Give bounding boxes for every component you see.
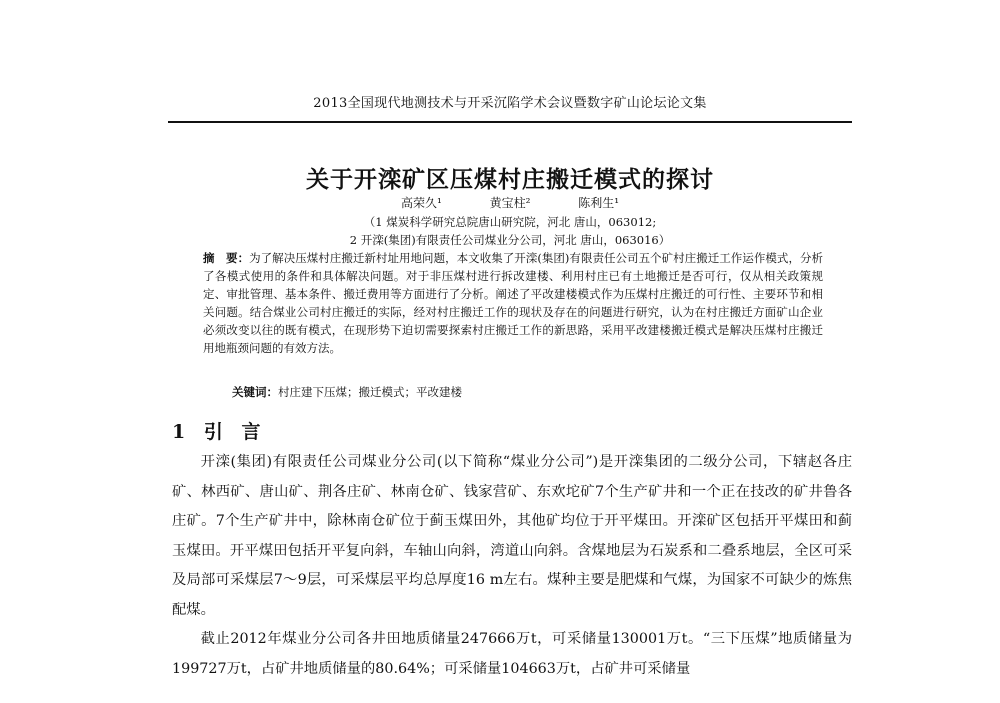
- author-list: [168, 194, 852, 211]
- keywords: [232, 384, 462, 400]
- section-heading: 1 引 言: [172, 421, 267, 443]
- header-rule: [168, 121, 852, 123]
- body-paragraph: 开滦(集团)有限责任公司煤业分公司(以下简称“煤业分公司”)是开滦集团的二级分公司，下辖赵各庄矿、林西矿、唐山矿、荆各庄矿、林南仓矿、钱家营矿、东欢坨矿7个生产矿井和一个正在技改的矿井鲁各庄矿。7个生产矿井中，除林南仓矿位于蓟玉煤田外，其他矿均位于开平煤田。开滦矿区包括开平煤田和蓟玉煤田。开平煤田包括开平复向斜，车轴山向斜，湾道山向斜。含煤地层为石炭系和二叠系地层，全区可采及局部可采煤层7～9层，可采煤层平均总厚度16 m左右。煤种主要是肥煤和气煤，为国家不可缺少的炼焦配煤。: [172, 454, 852, 618]
- paper-title: 关于开滦矿区压煤村庄搬迁模式的探讨: [306, 166, 714, 193]
- author-name: 陈利生¹: [578, 196, 620, 210]
- author-name: 黄宝柱²: [489, 196, 531, 210]
- abstract: [203, 249, 823, 357]
- keywords-text: 村庄建下压煤；搬迁模式；平改建楼: [278, 385, 462, 399]
- running-header: 2013全国现代地测技术与开采沉陷学术会议暨数字矿山论坛论文集: [313, 96, 707, 111]
- abstract-text: 为了解决压煤村庄搬迁新村址用地问题，本文收集了开滦(集团)有限责任公司五个矿村庄搬迁工作运作模式，分析了各模式使用的条件和具体解决问题。对于非压煤村进行拆改建楼、利用村庄已有土地搬迁是否可行，仅从相关政策规定、审批管理、基本条件、搬迁费用等方面进行了分析。阐述了平改建楼模式作为压煤村庄搬迁的可行性、主要环节和相关问题。结合煤业公司村庄搬迁的实际，经对村庄搬迁工作的现状及存在的问题进行研究，认为在村庄搬迁方面矿山企业必须改变以往的既有模式，在现形势下迫切需要探索村庄搬迁工作的新思路，采用平改建楼搬迁模式是解决压煤村庄搬迁用地瓶颈问题的有效方法。: [203, 251, 824, 355]
- affiliation-2: 2 开滦(集团)有限责任公司煤业分公司，河北 唐山，063016）: [349, 233, 671, 247]
- affiliation-1: （1 煤炭科学研究总院唐山研究院，河北 唐山，063012;: [363, 215, 657, 229]
- body-text: [172, 448, 852, 684]
- author-name: 高荣久¹: [400, 196, 442, 210]
- keywords-label: 关键词：: [232, 385, 278, 399]
- body-paragraph: 截止2012年煤业分公司各井田地质储量247666万t，可采储量130001万t。“三下压煤”地质储量为199727万t，占矿井地质储量的80.64%；可采储量104663万t，占矿井可采储量: [172, 631, 852, 677]
- abstract-label: 摘 要：: [203, 251, 250, 265]
